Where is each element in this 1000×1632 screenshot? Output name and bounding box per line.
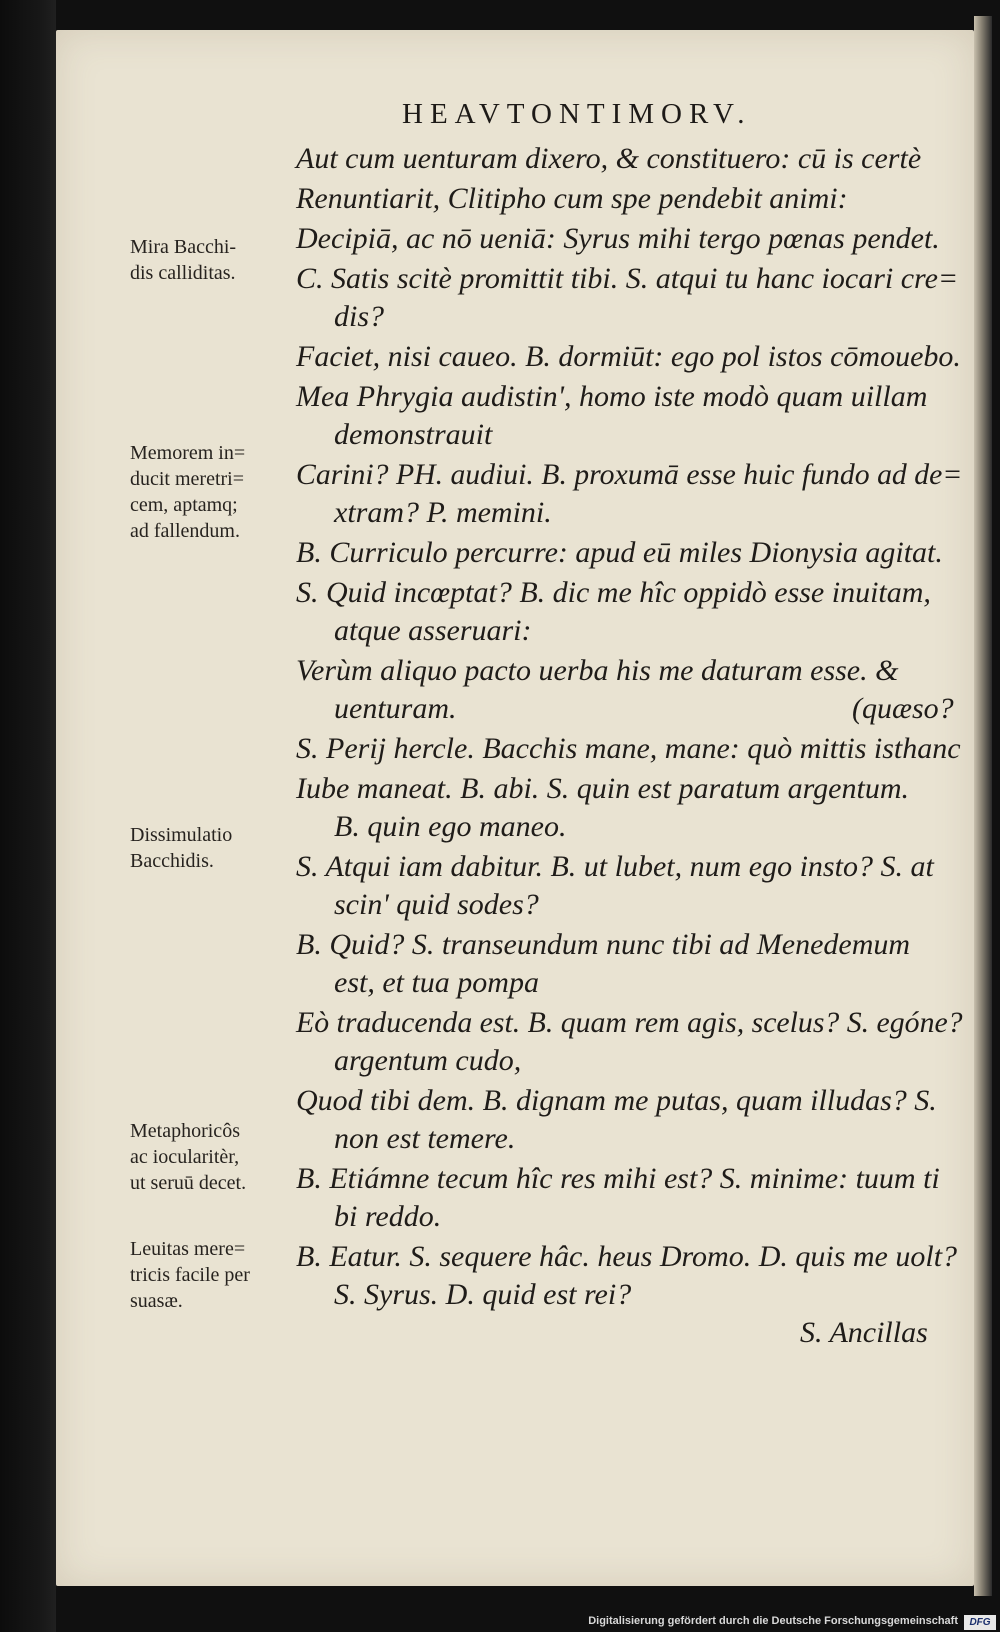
text-line: Quod tibi dem. B. dignam me putas, quam illudas? S. <box>296 1084 937 1117</box>
text-line: S. Perij hercle. Bacchis mane, mane: quò mittis isthanc <box>296 732 961 765</box>
footer-bar <box>588 1614 1000 1632</box>
margin-note: Leuitas mere= tricis facile per suasæ. <box>130 1238 250 1312</box>
text-line: S. Atqui iam dabitur. B. ut lubet, num ego insto? S. at <box>296 850 934 883</box>
text-line: B. Quid? S. transeundum nunc tibi ad Menedemum <box>296 928 911 961</box>
text-line: uenturam. <box>334 692 457 725</box>
margin-note: Mira Bacchi- dis calliditas. <box>130 236 237 284</box>
text-line: B. quin ego maneo. <box>334 810 567 843</box>
text-line: Faciet, nisi caueo. B. dormiūt: ego pol istos cōmouebo. <box>296 340 961 373</box>
text-line: bi reddo. <box>334 1200 442 1233</box>
dfg-logo: DFG <box>964 1615 996 1630</box>
text-line: argentum cudo, <box>334 1044 522 1077</box>
text-line: Renuntiarit, Clitipho cum spe pendebit animi: <box>296 182 848 215</box>
margin-note: Metaphoricôs ac iocularitèr, ut seruū decet. <box>130 1120 247 1194</box>
text-line: C. Satis scitè promittit tibi. S. atqui tu hanc iocari cre= <box>296 262 959 295</box>
text-line: Verùm aliquo pacto uerba his me daturam esse. & <box>296 654 899 687</box>
text-line: B. Eatur. S. sequere hâc. heus Dromo. D. quis me uolt? <box>296 1240 958 1273</box>
book-binding-edge <box>0 0 56 1632</box>
margin-note: Memorem in= ducit meretri= cem, aptamq; ad fallendum. <box>130 442 246 542</box>
catchword: S. Ancillas <box>800 1316 928 1349</box>
text-line: non est temere. <box>334 1122 516 1155</box>
page-edge <box>974 16 992 1596</box>
text-line: dis? <box>334 300 385 333</box>
text-line: Carini? PH. audiui. B. proxumā esse huic fundo ad de= <box>296 458 963 491</box>
margin-note: Dissimulatio Bacchidis. <box>130 824 233 872</box>
text-line: B. Etiámne tecum hîc res mihi est? S. minime: tuum ti <box>296 1162 940 1195</box>
text-line: S. Syrus. D. quid est rei? <box>334 1278 632 1311</box>
text-line: est, et tua pompa <box>334 966 539 999</box>
text-line: Mea Phrygia audistin', homo iste modò quam uillam <box>296 380 928 413</box>
text-line: demonstrauit <box>334 418 493 451</box>
text-line: Eò traducenda est. B. quam rem agis, scelus? S. egóne? <box>296 1006 963 1039</box>
text-line: (quæso? <box>852 692 954 725</box>
digitization-credit: Digitalisierung gefördert durch die Deutsche Forschungsgemeinschaft <box>588 1615 958 1627</box>
text-line: scin' quid sodes? <box>334 888 539 921</box>
running-head: HEAVTONTIMORV. <box>402 98 752 130</box>
text-line: atque asseruari: <box>334 614 532 647</box>
text-line: B. Curriculo percurre: apud eū miles Dionysia agitat. <box>296 536 943 569</box>
text-line: S. Quid incœptat? B. dic me hîc oppidò esse inuitam, <box>296 576 931 609</box>
text-line: Aut cum uenturam dixero, & constituero: cū is certè <box>296 142 922 175</box>
text-line: xtram? P. memini. <box>334 496 552 529</box>
text-line: Iube maneat. B. abi. S. quin est paratum argentum. <box>296 772 909 805</box>
text-line: Decipiā, ac nō ueniā: Syrus mihi tergo pœnas pendet. <box>296 222 940 255</box>
